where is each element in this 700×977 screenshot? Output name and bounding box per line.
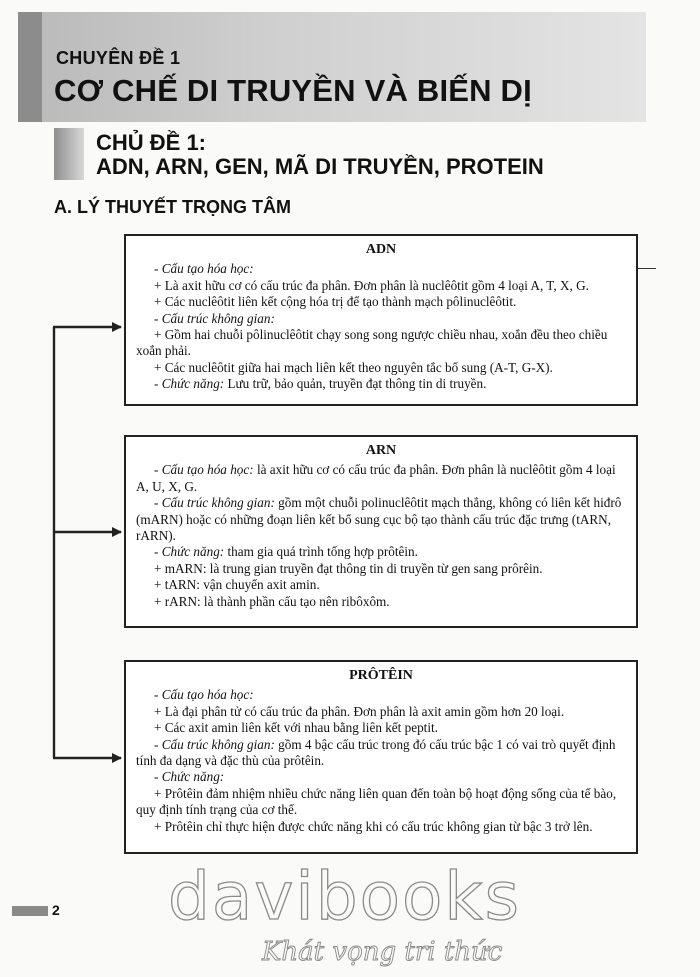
protein-box bbox=[124, 660, 638, 854]
adn-line: - Cấu trúc không gian: bbox=[154, 310, 275, 326]
adn-title: ADN bbox=[365, 242, 397, 257]
adn-line: + Gồm hai chuỗi pôlinuclêôtit chạy song song ngược chiều nhau, xoắn đều theo chiều xoắn phải. bbox=[136, 327, 608, 359]
adn-line: - Cấu tạo hóa học: bbox=[154, 261, 254, 277]
section-heading: A. LÝ THUYẾT TRỌNG TÂM bbox=[54, 197, 291, 217]
adn-line: + Các nuclêôtit liên kết cộng hóa trị để tạo thành mạch pôlinuclêôtit. bbox=[154, 294, 517, 310]
protein-title: PRÔTÊIN bbox=[349, 668, 413, 683]
arn-line: - Cấu tạo hóa học: là axit hữu cơ có cấu trúc đa phân. Đơn phân là nuclêôtit gồm 4 loại A, U, X, G. bbox=[136, 462, 616, 494]
topic-label: CHỦ ĐỀ 1: bbox=[96, 130, 207, 155]
protein-line: - Cấu trúc không gian: gồm 4 bậc cấu trúc trong đó cấu trúc bậc 1 có vai trò quyết định tính đa dạng và đặc thù của prôtêin. bbox=[136, 736, 616, 769]
chapter-title: CƠ CHẾ DI TRUYỀN VÀ BIẾN DỊ bbox=[54, 73, 532, 108]
adn-box bbox=[124, 234, 638, 406]
adn-line: - Chức năng: Lưu trữ, bảo quản, truyền đạt thông tin di truyền. bbox=[154, 376, 487, 392]
topic-title: ADN, ARN, GEN, MÃ DI TRUYỀN, PROTEIN bbox=[96, 154, 544, 179]
arn-line: + mARN: là trung gian truyền đạt thông tin di truyền từ gen sang prôrêin. bbox=[154, 560, 543, 576]
arn-box bbox=[124, 435, 638, 628]
adn-line: + Các nuclêôtit giữa hai mạch liên kết theo nguyên tắc bổ sung (A-T, G-X). bbox=[154, 359, 553, 375]
brand-watermark: davibooks bbox=[168, 858, 521, 935]
arn-line: + tARN: vận chuyển axit amin. bbox=[154, 577, 320, 593]
chapter-label: CHUYÊN ĐỀ 1 bbox=[56, 48, 181, 68]
protein-line: + Các axit amin liên kết với nhau bằng liên kết peptit. bbox=[154, 720, 438, 736]
protein-line: + Là đại phân tử có cấu trúc đa phân. Đơn phân là axit amin gồm hơn 20 loại. bbox=[154, 703, 565, 719]
protein-line: - Cấu tạo hóa học: bbox=[154, 687, 254, 703]
page-number: 2 bbox=[52, 902, 60, 918]
arn-title: ARN bbox=[365, 443, 397, 458]
arn-line: + rARN: là thành phần cấu tạo nên ribôxôm. bbox=[154, 593, 390, 609]
protein-line: + Prôtêin đảm nhiệm nhiều chức năng liên quan đến toàn bộ hoạt động sống của tế bào, quy định tính trạng của cơ thể. bbox=[136, 785, 617, 818]
arn-line: - Chức năng: tham gia quá trình tổng hợp prôtêin. bbox=[154, 544, 418, 560]
brand-slogan: Khát vọng tri thức bbox=[262, 937, 503, 967]
arn-line: - Cấu trúc không gian: gồm một chuỗi polinuclêôtit mạch thẳng, không có liên kết hiđrô (mARN) hoặc có những đoạn liên kết bổ sung cục bộ tạo thành cấu trúc đặc trưng (tARN, rARN). bbox=[136, 495, 622, 544]
protein-line: - Chức năng: bbox=[154, 769, 225, 785]
protein-line: + Prôtêin chỉ thực hiện được chức năng khi có cấu trúc không gian từ bậc 3 trở lên. bbox=[154, 818, 593, 834]
adn-line: + Là axit hữu cơ có cấu trúc đa phân. Đơn phân là nuclêôtit gồm 4 loại A, T, X, G. bbox=[154, 277, 589, 293]
page-number-bar bbox=[12, 906, 48, 916]
